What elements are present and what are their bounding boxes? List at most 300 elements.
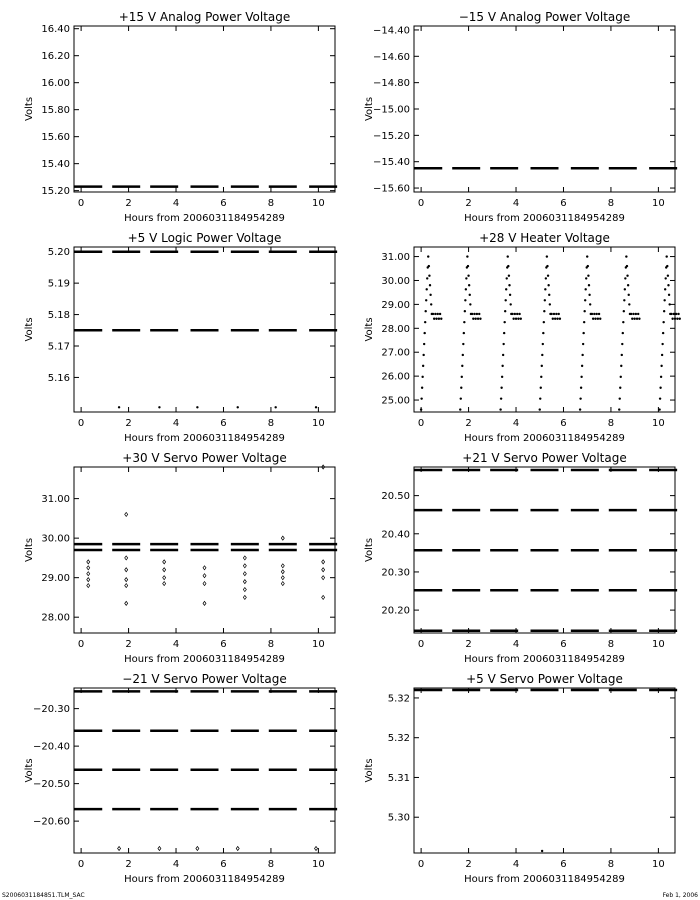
data-point-dot bbox=[507, 255, 509, 257]
data-point-dot bbox=[550, 313, 552, 315]
data-point-dot bbox=[511, 313, 513, 315]
data-point-dot bbox=[502, 354, 504, 356]
data-point-diamond bbox=[125, 584, 128, 588]
x-tick-label: 6 bbox=[220, 418, 227, 429]
data-point-dot bbox=[429, 284, 431, 286]
x-axis-label: Hours from 2006031184954289 bbox=[464, 654, 625, 665]
y-axis-label: Volts bbox=[24, 96, 35, 122]
data-point-dot bbox=[581, 354, 583, 356]
data-point-dot bbox=[422, 365, 424, 367]
data-point-dot bbox=[499, 408, 501, 410]
data-point-dot bbox=[420, 397, 422, 399]
x-axis-label: Hours from 2006031184954289 bbox=[464, 874, 625, 885]
y-tick-label: −15.00 bbox=[372, 104, 410, 116]
x-tick-label: 8 bbox=[267, 639, 275, 650]
data-point-dot bbox=[542, 332, 544, 334]
plot-frame bbox=[414, 247, 675, 412]
data-point-dot bbox=[585, 277, 587, 279]
data-point-dot bbox=[582, 343, 584, 345]
x-tick-label: 4 bbox=[172, 859, 180, 870]
data-point-dot bbox=[465, 288, 467, 290]
x-axis-label: Hours from 2006031184954289 bbox=[464, 213, 625, 224]
x-tick-label: 8 bbox=[267, 859, 275, 870]
data-point-dot bbox=[588, 284, 590, 286]
y-tick-label: 5.18 bbox=[47, 310, 70, 322]
data-point-dot bbox=[580, 376, 582, 378]
data-point-dot bbox=[542, 343, 544, 345]
data-point-dot bbox=[434, 313, 436, 315]
data-point-dot bbox=[425, 299, 427, 301]
data-point-dot bbox=[660, 365, 662, 367]
data-point-diamond bbox=[125, 568, 128, 572]
data-point-diamond bbox=[236, 847, 239, 851]
data-point-dot bbox=[435, 318, 437, 320]
x-tick-label: 4 bbox=[172, 198, 180, 209]
data-point-diamond bbox=[87, 566, 90, 570]
y-tick-label: 20.40 bbox=[381, 529, 410, 541]
data-point-dot bbox=[540, 387, 542, 389]
y-tick-label: 30.00 bbox=[41, 533, 70, 545]
x-tick-label: 0 bbox=[417, 639, 425, 650]
data-point-dot bbox=[552, 318, 554, 320]
data-point-diamond bbox=[87, 578, 90, 582]
data-point-dot bbox=[545, 277, 547, 279]
data-point-diamond bbox=[322, 560, 325, 564]
data-point-diamond bbox=[315, 847, 318, 851]
x-tick-label: 6 bbox=[560, 198, 567, 209]
y-tick-label: 28.00 bbox=[41, 612, 70, 624]
data-point-dot bbox=[469, 294, 471, 296]
data-point-dot bbox=[668, 303, 670, 305]
data-point-dot bbox=[468, 284, 470, 286]
data-point-dot bbox=[507, 265, 509, 267]
data-point-dot bbox=[460, 397, 462, 399]
data-point-dot bbox=[158, 406, 160, 408]
data-point-dot bbox=[547, 274, 549, 276]
panel-7 bbox=[24, 672, 337, 885]
data-point-diamond bbox=[196, 847, 199, 851]
y-axis-label: Volts bbox=[364, 317, 375, 342]
data-point-diamond bbox=[243, 564, 246, 568]
data-point-dot bbox=[594, 318, 596, 320]
data-point-dot bbox=[429, 294, 431, 296]
y-tick-label: −14.40 bbox=[372, 25, 410, 37]
data-point-dot bbox=[540, 376, 542, 378]
chart-title: −15 V Analog Power Voltage bbox=[458, 10, 631, 24]
x-tick-label: 0 bbox=[417, 859, 425, 870]
y-tick-label: 16.20 bbox=[41, 51, 70, 63]
data-point-dot bbox=[622, 332, 624, 334]
data-point-dot bbox=[631, 318, 633, 320]
plot-frame bbox=[74, 26, 335, 192]
data-point-dot bbox=[541, 354, 543, 356]
data-point-dot bbox=[464, 299, 466, 301]
data-point-diamond bbox=[322, 576, 325, 580]
data-point-dot bbox=[421, 387, 423, 389]
x-tick-label: 8 bbox=[607, 859, 615, 870]
x-tick-label: 10 bbox=[312, 198, 325, 209]
x-tick-label: 2 bbox=[125, 639, 132, 650]
y-tick-label: 15.60 bbox=[41, 132, 70, 144]
data-point-diamond bbox=[125, 512, 128, 516]
panel-6 bbox=[364, 451, 677, 665]
y-tick-label: 5.16 bbox=[47, 372, 70, 384]
data-point-dot bbox=[661, 354, 663, 356]
data-point-dot bbox=[462, 343, 464, 345]
data-point-dot bbox=[676, 318, 678, 320]
data-point-dot bbox=[503, 332, 505, 334]
data-point-dot bbox=[633, 318, 635, 320]
data-point-dot bbox=[426, 277, 428, 279]
data-point-dot bbox=[670, 313, 672, 315]
data-point-diamond bbox=[158, 847, 161, 851]
data-point-dot bbox=[517, 318, 519, 320]
data-point-dot bbox=[628, 294, 630, 296]
x-axis-label: Hours from 2006031184954289 bbox=[124, 433, 285, 444]
x-tick-label: 8 bbox=[267, 418, 275, 429]
data-point-dot bbox=[472, 318, 474, 320]
y-tick-label: 28.00 bbox=[381, 323, 410, 335]
data-point-dot bbox=[437, 313, 439, 315]
data-point-dot bbox=[598, 313, 600, 315]
data-point-dot bbox=[539, 397, 541, 399]
data-point-dot bbox=[424, 310, 426, 312]
data-point-dot bbox=[621, 354, 623, 356]
data-point-dot bbox=[592, 318, 594, 320]
data-point-dot bbox=[543, 321, 545, 323]
data-point-dot bbox=[463, 332, 465, 334]
x-tick-label: 2 bbox=[465, 198, 472, 209]
data-point-diamond bbox=[87, 560, 90, 564]
y-tick-label: −20.60 bbox=[32, 816, 70, 828]
data-point-dot bbox=[459, 408, 461, 410]
y-tick-label: 15.20 bbox=[41, 186, 70, 198]
y-tick-label: −15.60 bbox=[372, 183, 410, 195]
x-tick-label: 2 bbox=[465, 859, 472, 870]
data-point-dot bbox=[589, 303, 591, 305]
y-tick-label: 5.20 bbox=[47, 247, 70, 259]
data-point-dot bbox=[583, 310, 585, 312]
data-point-diamond bbox=[281, 564, 284, 568]
data-point-dot bbox=[469, 303, 471, 305]
x-tick-label: 4 bbox=[512, 859, 520, 870]
data-point-dot bbox=[558, 313, 560, 315]
y-tick-label: 20.20 bbox=[381, 605, 410, 617]
plot-frame bbox=[414, 688, 675, 853]
y-axis-label: Volts bbox=[24, 537, 35, 563]
data-point-dot bbox=[467, 265, 469, 267]
panel-4 bbox=[364, 231, 681, 444]
data-point-dot bbox=[664, 277, 666, 279]
data-point-dot bbox=[539, 408, 541, 410]
data-point-dot bbox=[428, 274, 430, 276]
y-tick-label: 15.80 bbox=[41, 105, 70, 117]
data-point-diamond bbox=[281, 576, 284, 580]
data-point-dot bbox=[432, 313, 434, 315]
x-tick-label: 6 bbox=[220, 859, 227, 870]
x-tick-label: 6 bbox=[560, 418, 567, 429]
x-axis-label: Hours from 2006031184954289 bbox=[124, 874, 285, 885]
x-tick-label: 4 bbox=[512, 198, 520, 209]
data-point-dot bbox=[583, 321, 585, 323]
data-point-dot bbox=[427, 255, 429, 257]
data-point-dot bbox=[424, 321, 426, 323]
y-tick-label: 26.00 bbox=[381, 371, 410, 383]
x-axis-label: Hours from 2006031184954289 bbox=[124, 654, 285, 665]
data-point-dot bbox=[509, 294, 511, 296]
y-tick-label: 16.40 bbox=[41, 24, 70, 36]
data-point-dot bbox=[476, 313, 478, 315]
data-point-dot bbox=[618, 408, 620, 410]
y-tick-label: 5.31 bbox=[387, 772, 410, 784]
data-point-dot bbox=[439, 313, 441, 315]
data-point-dot bbox=[667, 274, 669, 276]
data-point-dot bbox=[620, 376, 622, 378]
data-point-diamond bbox=[203, 582, 206, 586]
data-point-dot bbox=[461, 376, 463, 378]
data-point-dot bbox=[512, 318, 514, 320]
data-point-diamond bbox=[243, 556, 246, 560]
data-point-dot bbox=[465, 277, 467, 279]
y-axis-label: Volts bbox=[24, 758, 35, 783]
data-point-dot bbox=[625, 255, 627, 257]
x-tick-label: 6 bbox=[220, 639, 227, 650]
x-tick-label: 2 bbox=[125, 198, 132, 209]
data-point-diamond bbox=[163, 576, 166, 580]
x-tick-label: 4 bbox=[172, 418, 180, 429]
data-point-dot bbox=[503, 321, 505, 323]
data-point-dot bbox=[679, 318, 681, 320]
data-point-dot bbox=[508, 284, 510, 286]
data-point-dot bbox=[668, 294, 670, 296]
data-point-dot bbox=[433, 318, 435, 320]
x-tick-label: 10 bbox=[652, 859, 665, 870]
data-point-dot bbox=[667, 284, 669, 286]
data-point-dot bbox=[423, 332, 425, 334]
data-point-dot bbox=[591, 313, 593, 315]
data-point-dot bbox=[516, 313, 518, 315]
data-point-dot bbox=[466, 255, 468, 257]
x-tick-label: 6 bbox=[560, 859, 567, 870]
data-point-dot bbox=[596, 313, 598, 315]
y-axis-label: Volts bbox=[364, 758, 375, 783]
x-tick-label: 8 bbox=[607, 639, 615, 650]
y-axis-label: Volts bbox=[24, 317, 35, 342]
data-point-dot bbox=[471, 313, 473, 315]
data-point-dot bbox=[630, 313, 632, 315]
y-tick-label: −15.40 bbox=[372, 157, 410, 169]
data-point-dot bbox=[467, 274, 469, 276]
x-tick-label: 2 bbox=[465, 639, 472, 650]
data-point-dot bbox=[624, 288, 626, 290]
chart-title: +5 V Logic Power Voltage bbox=[127, 231, 282, 245]
data-point-dot bbox=[622, 321, 624, 323]
y-tick-label: 31.00 bbox=[41, 494, 70, 506]
data-point-dot bbox=[520, 318, 522, 320]
data-point-diamond bbox=[125, 601, 128, 605]
data-point-dot bbox=[546, 265, 548, 267]
data-point-dot bbox=[553, 313, 555, 315]
data-point-diamond bbox=[243, 580, 246, 584]
data-point-dot bbox=[658, 408, 660, 410]
y-tick-label: 29.00 bbox=[381, 299, 410, 311]
data-point-dot bbox=[579, 397, 581, 399]
data-point-diamond bbox=[87, 572, 90, 576]
x-tick-label: 8 bbox=[607, 198, 615, 209]
data-point-diamond bbox=[281, 570, 284, 574]
data-point-dot bbox=[544, 288, 546, 290]
y-tick-label: −20.40 bbox=[32, 741, 70, 753]
data-point-dot bbox=[587, 274, 589, 276]
data-point-dot bbox=[661, 343, 663, 345]
data-point-dot bbox=[666, 265, 668, 267]
y-tick-label: 15.40 bbox=[41, 159, 70, 171]
data-point-dot bbox=[504, 299, 506, 301]
data-point-dot bbox=[637, 313, 639, 315]
y-tick-label: 20.30 bbox=[381, 567, 410, 579]
chart-title: +30 V Servo Power Voltage bbox=[122, 451, 287, 465]
data-point-diamond bbox=[281, 582, 284, 586]
x-tick-label: 10 bbox=[312, 859, 325, 870]
x-tick-label: 2 bbox=[125, 418, 132, 429]
y-axis-label: Volts bbox=[364, 96, 375, 122]
y-tick-label: 31.00 bbox=[381, 252, 410, 264]
data-point-dot bbox=[237, 406, 239, 408]
data-point-diamond bbox=[281, 536, 284, 540]
y-tick-label: 20.50 bbox=[381, 491, 410, 503]
data-point-dot bbox=[599, 318, 601, 320]
x-tick-label: 0 bbox=[77, 198, 85, 209]
data-point-dot bbox=[597, 318, 599, 320]
data-point-dot bbox=[502, 343, 504, 345]
data-point-dot bbox=[438, 318, 440, 320]
data-point-dot bbox=[623, 299, 625, 301]
x-tick-label: 10 bbox=[312, 639, 325, 650]
x-tick-label: 0 bbox=[77, 418, 85, 429]
y-tick-label: 5.19 bbox=[47, 278, 70, 290]
data-point-dot bbox=[593, 313, 595, 315]
data-point-dot bbox=[477, 318, 479, 320]
data-point-dot bbox=[543, 310, 545, 312]
y-tick-label: 27.00 bbox=[381, 347, 410, 359]
chart-title: +21 V Servo Power Voltage bbox=[462, 451, 627, 465]
data-point-dot bbox=[478, 313, 480, 315]
data-point-dot bbox=[623, 310, 625, 312]
data-point-diamond bbox=[243, 588, 246, 592]
data-point-dot bbox=[421, 376, 423, 378]
panel-2 bbox=[364, 10, 677, 224]
data-point-dot bbox=[541, 365, 543, 367]
data-point-dot bbox=[196, 406, 198, 408]
data-point-dot bbox=[504, 310, 506, 312]
data-point-dot bbox=[464, 310, 466, 312]
y-tick-label: −14.80 bbox=[372, 78, 410, 90]
data-point-dot bbox=[501, 376, 503, 378]
x-tick-label: 2 bbox=[465, 418, 472, 429]
data-point-dot bbox=[426, 288, 428, 290]
x-axis-label: Hours from 2006031184954289 bbox=[124, 213, 285, 224]
data-point-dot bbox=[659, 387, 661, 389]
y-tick-label: 30.00 bbox=[381, 275, 410, 287]
data-point-dot bbox=[620, 365, 622, 367]
data-point-dot bbox=[659, 397, 661, 399]
data-point-diamond bbox=[87, 584, 90, 588]
data-point-dot bbox=[508, 274, 510, 276]
data-point-dot bbox=[315, 406, 317, 408]
data-point-dot bbox=[541, 850, 543, 852]
data-point-dot bbox=[588, 294, 590, 296]
data-point-dot bbox=[515, 318, 517, 320]
data-point-dot bbox=[474, 318, 476, 320]
data-point-dot bbox=[463, 321, 465, 323]
x-tick-label: 0 bbox=[77, 859, 85, 870]
data-point-diamond bbox=[125, 556, 128, 560]
data-point-diamond bbox=[203, 574, 206, 578]
data-point-dot bbox=[660, 376, 662, 378]
data-point-dot bbox=[621, 343, 623, 345]
chart-title: −21 V Servo Power Voltage bbox=[122, 672, 287, 686]
data-point-dot bbox=[505, 288, 507, 290]
data-point-dot bbox=[461, 365, 463, 367]
data-point-dot bbox=[501, 365, 503, 367]
x-tick-label: 10 bbox=[312, 418, 325, 429]
x-tick-label: 8 bbox=[267, 198, 275, 209]
data-point-dot bbox=[118, 406, 120, 408]
data-point-dot bbox=[423, 343, 425, 345]
data-point-dot bbox=[626, 265, 628, 267]
data-point-dot bbox=[556, 318, 558, 320]
data-point-dot bbox=[440, 318, 442, 320]
x-tick-label: 2 bbox=[125, 859, 132, 870]
chart-title: +28 V Heater Voltage bbox=[479, 231, 610, 245]
y-tick-label: 5.32 bbox=[387, 693, 410, 705]
data-point-dot bbox=[673, 313, 675, 315]
data-point-dot bbox=[665, 255, 667, 257]
x-tick-label: 4 bbox=[512, 418, 520, 429]
footer-date: Feb 1, 2006 bbox=[662, 892, 698, 899]
data-point-dot bbox=[579, 408, 581, 410]
data-point-dot bbox=[580, 387, 582, 389]
x-tick-label: 10 bbox=[652, 639, 665, 650]
chart-title: +5 V Servo Power Voltage bbox=[466, 672, 623, 686]
data-point-dot bbox=[430, 303, 432, 305]
data-point-dot bbox=[544, 299, 546, 301]
data-point-dot bbox=[473, 313, 475, 315]
data-point-diamond bbox=[322, 568, 325, 572]
data-point-dot bbox=[628, 303, 630, 305]
x-tick-label: 0 bbox=[417, 198, 425, 209]
data-point-dot bbox=[626, 274, 628, 276]
data-point-dot bbox=[582, 332, 584, 334]
data-point-dot bbox=[500, 397, 502, 399]
data-point-dot bbox=[509, 303, 511, 305]
data-point-dot bbox=[619, 397, 621, 399]
data-point-diamond bbox=[163, 560, 166, 564]
data-point-dot bbox=[671, 318, 673, 320]
data-point-dot bbox=[546, 255, 548, 257]
x-tick-label: 6 bbox=[220, 198, 227, 209]
data-point-dot bbox=[559, 318, 561, 320]
data-point-dot bbox=[554, 318, 556, 320]
footer-filename: S2006031184851.TLM_SAC bbox=[2, 892, 85, 899]
data-point-dot bbox=[624, 277, 626, 279]
data-point-dot bbox=[584, 288, 586, 290]
x-tick-label: 4 bbox=[512, 639, 520, 650]
data-point-dot bbox=[518, 313, 520, 315]
data-point-diamond bbox=[243, 595, 246, 599]
data-point-dot bbox=[549, 303, 551, 305]
data-point-dot bbox=[677, 313, 679, 315]
